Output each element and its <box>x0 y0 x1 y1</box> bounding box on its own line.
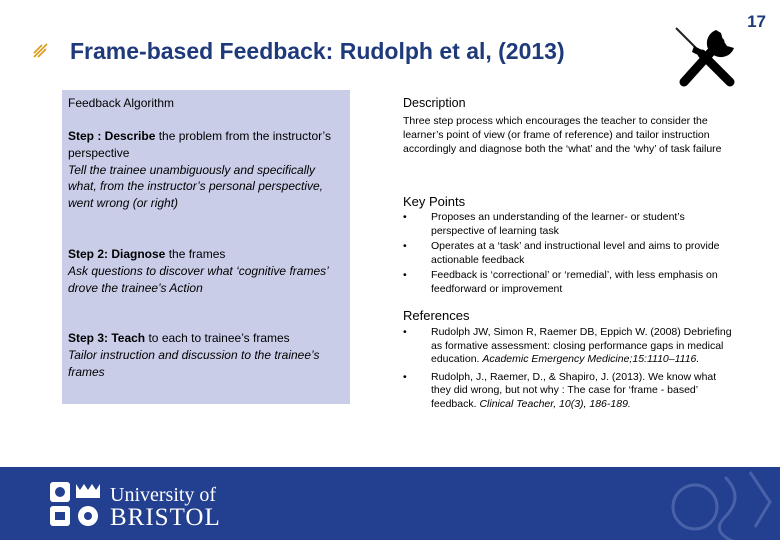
feedback-algorithm-panel <box>62 90 350 404</box>
bullet: • <box>403 326 407 338</box>
reference-source: Clinical Teacher, 10(3), 186-189. <box>479 397 631 410</box>
step-label: Step : Describe <box>68 129 156 143</box>
description-text: Three step process which encourages the teacher to consider the learner’s point of view (or frame of reference) and tailor instruction accordingly and diagnose both the ‘what’ and the ‘why’ of task failure <box>403 115 722 155</box>
step-describe <box>68 128 338 212</box>
university-crest-icon <box>48 480 103 528</box>
slide-title: Frame-based Feedback: Rudolph et al, (2013) <box>70 38 565 64</box>
reference-source: Academic Emergency Medicine;15:1110–1116. <box>482 353 700 366</box>
bullet: • <box>403 370 407 383</box>
step-diagnose <box>68 246 338 296</box>
description-heading: Description <box>403 96 466 110</box>
step-text: the problem from the instructor’s perspective <box>68 129 332 160</box>
list-item <box>403 211 733 238</box>
decorative-pattern-icon <box>655 467 780 540</box>
step-text: the frames <box>165 247 226 261</box>
bullet: • <box>403 269 407 282</box>
logo-line-1: University of <box>110 484 217 506</box>
list-item <box>403 240 733 267</box>
logo-line-2: BRISTOL <box>110 504 221 531</box>
reference-text: Rudolph, J., Raemer, D., & Shapiro, J. (2013). We know what they did wrong, but not why : The case for ‘frame - based’ feedback. <box>431 370 717 410</box>
list-item-text: Proposes an understanding of the learner- or student’s perspective of learning task <box>431 211 685 237</box>
reference-item <box>403 371 733 412</box>
step-detail: Ask questions to discover what ‘cognitive frames’ drove the trainee’s Action <box>68 263 329 295</box>
arrow-bullet-icon <box>33 42 49 58</box>
footer-bar <box>0 467 780 540</box>
list-item <box>403 269 733 296</box>
step-label: Step 3: Teach <box>68 331 146 345</box>
reference-text: Rudolph JW, Simon R, Raemer DB, Eppich W. (2008) Debriefing as formative assessment: closing performance gaps in medical education. <box>431 326 732 366</box>
reference-item <box>403 326 733 367</box>
step-text: to each to trainee’s frames <box>145 331 290 345</box>
panel-heading: Feedback Algorithm <box>68 96 175 110</box>
bullet: • <box>403 211 407 223</box>
step-teach <box>68 330 338 380</box>
references-heading: References <box>403 308 470 323</box>
page-number: 17 <box>747 12 766 31</box>
step-detail: Tailor instruction and discussion to the trainee’s frames <box>68 347 320 379</box>
list-item-text: Feedback is ‘correctional’ or ‘remedial’, with less emphasis on feedforward or improvement <box>431 269 718 295</box>
key-points-heading: Key Points <box>403 194 466 209</box>
step-label: Step 2: Diagnose <box>68 247 166 261</box>
step-detail: Tell the trainee unambiguously and specifically what, from the instructor’s personal perspective, went wrong (or right) <box>68 162 324 211</box>
university-logo <box>110 485 221 531</box>
list-item-text: Operates at a ‘task’ and instructional level and aims to provide actionable feedback <box>431 240 720 266</box>
references-list <box>403 326 733 416</box>
key-points-list <box>403 211 733 299</box>
bullet: • <box>403 240 407 253</box>
tools-icon <box>672 22 742 90</box>
